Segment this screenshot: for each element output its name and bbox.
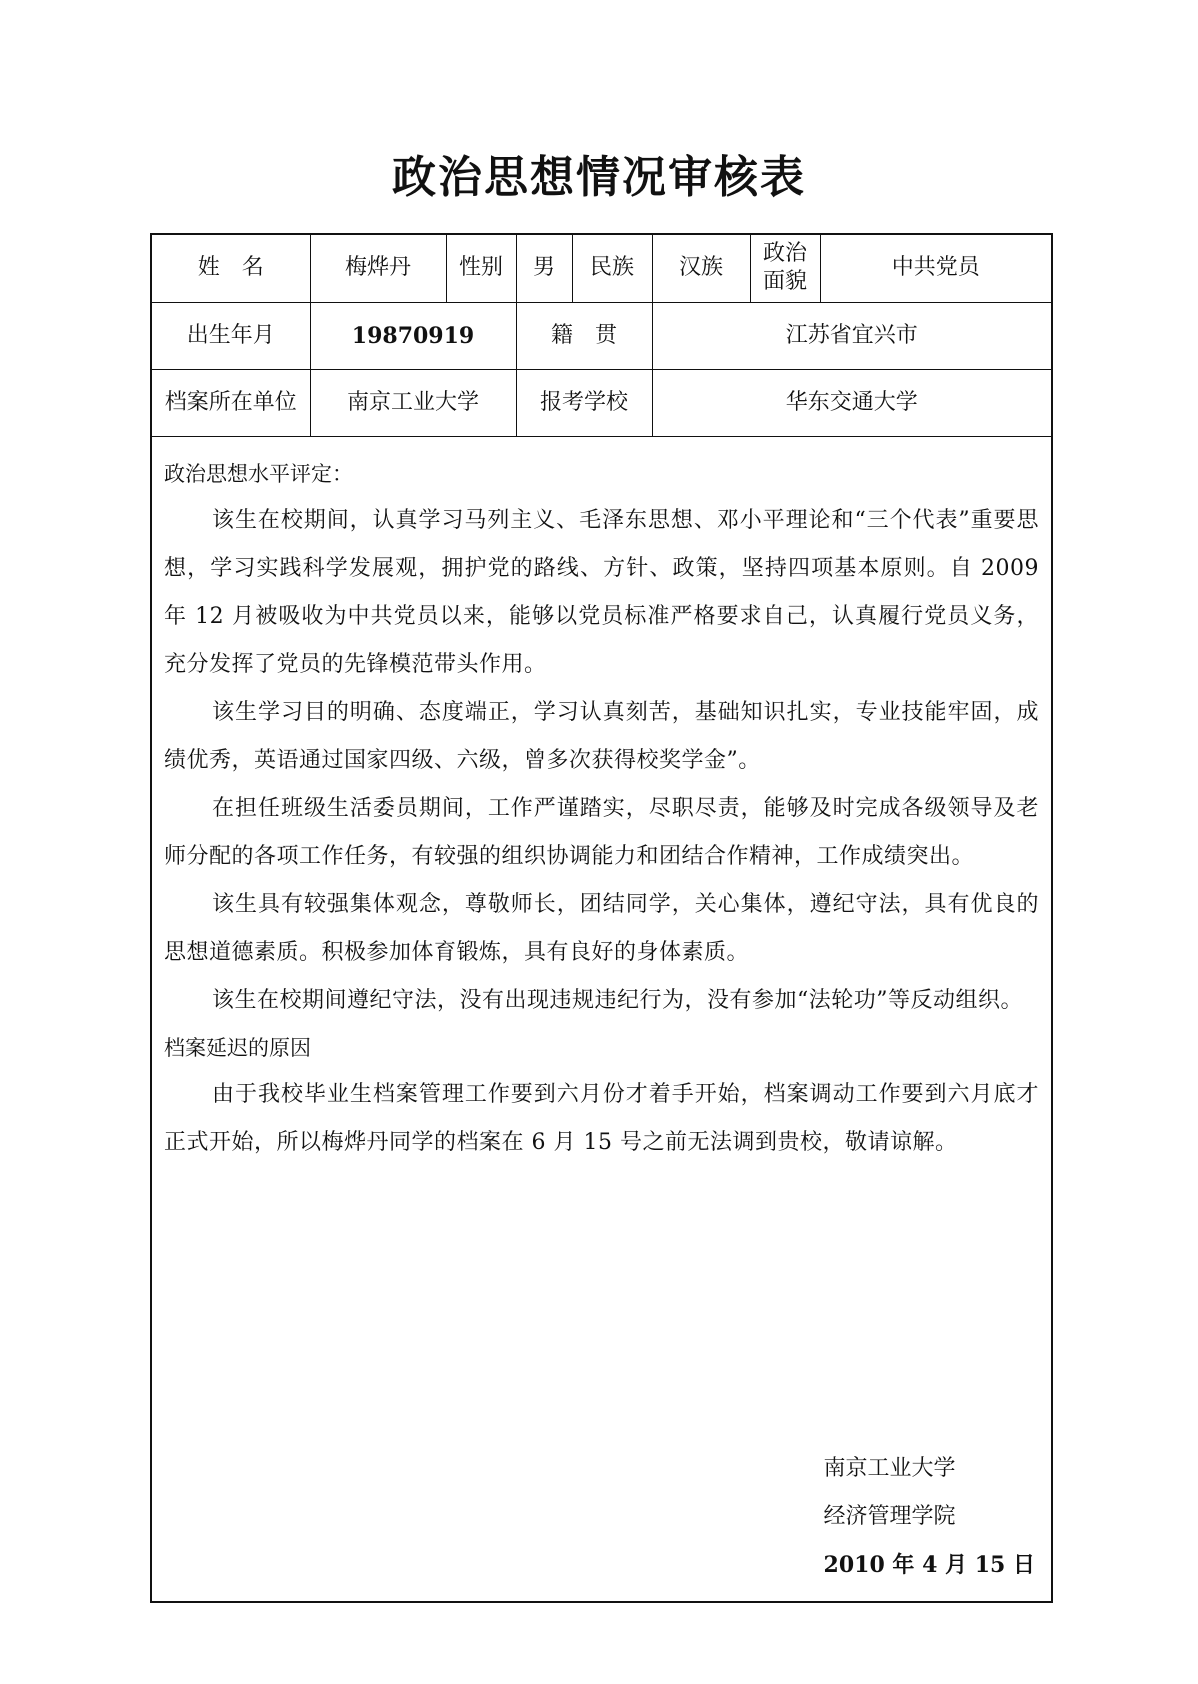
ethnicity-value: 汉族 [652, 235, 750, 302]
signature-university: 南京工业大学 [823, 1456, 956, 1481]
political-label-line-2: 面貌 [762, 269, 807, 295]
native-label: 籍 贯 [516, 302, 652, 369]
evaluation-section [152, 437, 1051, 1167]
signature-block [824, 1445, 1035, 1589]
archive-unit-label: 档案所在单位 [152, 369, 310, 436]
apply-school-label: 报考学校 [516, 369, 652, 436]
ethnicity-label: 民族 [572, 235, 652, 302]
political-label-line-1: 政治 [762, 241, 807, 267]
evaluation-paragraph: 该生具有较强集体观念，尊敬师长，团结同学，关心集体，遵纪守法，具有优良的思想道德素质。积极参加体育锻炼，具有良好的身体素质。 [164, 891, 1039, 965]
evaluation-paragraph: 在担任班级生活委员期间，工作严谨踏实，尽职尽责，能够及时完成各级领导及老师分配的各项工作任务，有较强的组织协调能力和团结合作精神，工作成绩突出。 [164, 795, 1039, 869]
name-label: 姓 名 [152, 235, 310, 302]
native-value: 江苏省宜兴市 [652, 302, 1051, 369]
signature-college: 经济管理学院 [823, 1504, 956, 1529]
info-table [152, 235, 1051, 437]
apply-school-value: 华东交通大学 [652, 369, 1051, 436]
birth-label: 出生年月 [152, 302, 310, 369]
political-value: 中共党员 [820, 235, 1051, 302]
name-value: 梅烨丹 [310, 235, 446, 302]
page-title: 政治思想情况审核表 [392, 152, 806, 203]
evaluation-paragraph: 该生在校期间，认真学习马列主义、毛泽东思想、邓小平理论和“三个代表”重要思想，学习实践科学发展观，拥护党的路线、方针、政策，坚持四项基本原则。自 2009 年 12 月被吸收为中共党员以来，能够以党员标准严格要求自己，认真履行党员义务，充分发挥了党员的先锋模范带头作用。 [164, 507, 1039, 677]
evaluation-paragraph: 该生在校期间遵纪守法，没有出现违规违纪行为，没有参加“法轮功”等反动组织。 [212, 987, 1023, 1013]
gender-label: 性别 [446, 235, 516, 302]
review-form [150, 233, 1053, 1603]
gender-value: 男 [516, 235, 572, 302]
birth-value: 19870919 [310, 302, 516, 369]
delay-heading: 档案延迟的原因 [164, 1035, 311, 1060]
archive-unit-value: 南京工业大学 [310, 369, 516, 436]
signature-date: 2010 年 4 月 15 日 [823, 1552, 1035, 1578]
political-label [750, 235, 820, 302]
evaluation-paragraph: 该生学习目的明确、态度端正，学习认真刻苦，基础知识扎实，专业技能牢固，成绩优秀，英语通过国家四级、六级，曾多次获得校奖学金”。 [164, 699, 1039, 773]
delay-paragraph: 由于我校毕业生档案管理工作要到六月份才着手开始，档案调动工作要到六月底才正式开始，所以梅烨丹同学的档案在 6 月 15 号之前无法调到贵校，敬请谅解。 [164, 1081, 1039, 1155]
evaluation-heading: 政治思想水平评定： [164, 461, 353, 486]
